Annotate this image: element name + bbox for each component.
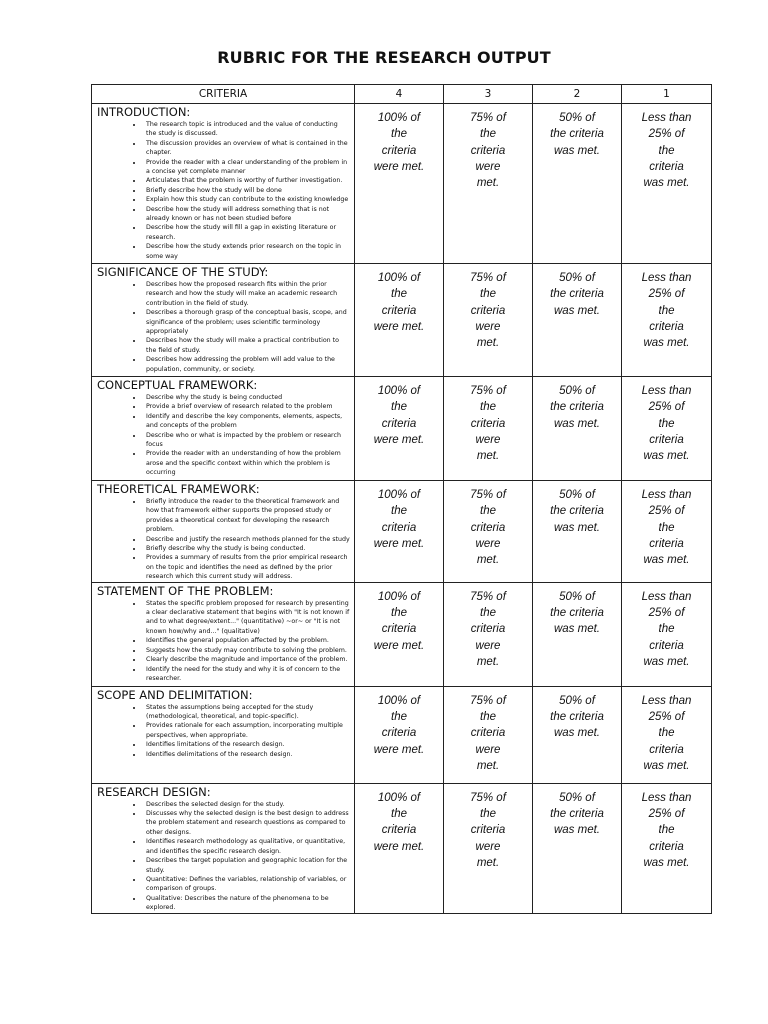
score-text-line: the criteria (550, 807, 604, 820)
score-cell-3 (444, 686, 533, 783)
score-text-line: were (475, 433, 501, 446)
score-text-line: were (475, 639, 501, 652)
score-text-line: the (391, 128, 407, 141)
score-text-line: the (391, 288, 407, 301)
criteria-item: • Qualitative: Describes the nature of the phenomena to be explored. (143, 894, 350, 913)
score-text-line: Less than (641, 385, 692, 397)
score-text-line: was met. (643, 177, 690, 190)
score-text-line: the (480, 807, 496, 820)
criteria-item: • Explain how this study can contribute to the existing knowledge (143, 195, 350, 204)
header-score-3: 3 (444, 85, 533, 104)
score-text-line: met. (476, 450, 500, 463)
criteria-item: • Provides a summary of results from the prior empirical research on the topic and identifies the need as defined by the prior research which this current study will address. (143, 553, 350, 581)
score-text-line: was met. (553, 417, 600, 430)
score-text-line: 75% of (470, 791, 506, 804)
score-text-line: the (480, 710, 496, 723)
score-text-line: was met. (553, 727, 600, 740)
criteria-title: STATEMENT OF THE PROBLEM: (97, 583, 274, 598)
score-text-line: was met. (643, 655, 690, 668)
score-text-line: was met. (553, 824, 600, 837)
score-cell-1 (622, 104, 712, 264)
score-text-line: the (391, 710, 407, 723)
score-cell-3 (444, 104, 533, 264)
score-text-line: criteria (649, 537, 684, 550)
score-text-line: criteria (649, 160, 684, 173)
score-text-line: the (658, 144, 675, 157)
score-text-line: met. (476, 337, 500, 350)
score-text-line: Less than (641, 694, 692, 707)
criteria-item: • Identify the need for the study and why it is of concern to the researcher. (143, 665, 350, 684)
criteria-item: • Briefly describe why the study is being conducted. (143, 544, 350, 553)
score-cell-2 (533, 377, 622, 481)
score-text-line: the (658, 623, 675, 636)
criteria-list (97, 703, 350, 759)
score-text-line: Less than (641, 791, 692, 804)
rubric-row (92, 481, 712, 583)
score-text-line: criteria (381, 824, 417, 837)
rubric-row (92, 582, 712, 686)
score-text-line: 50% of (559, 791, 595, 804)
score-text-line: were met. (373, 433, 425, 446)
criteria-cell (92, 377, 355, 481)
score-cell-3 (444, 264, 533, 377)
criteria-item: • Provide a brief overview of research related to the problem (143, 402, 350, 411)
score-text-line: was met. (643, 856, 690, 869)
criteria-item: • Describes how the proposed research fits within the prior research and how the study will make an academic research contribution in the field of study. (143, 280, 350, 308)
score-text-line: 100% of (377, 694, 421, 707)
rubric-row (92, 377, 712, 481)
score-cell-1 (622, 481, 712, 583)
score-cell-3 (444, 481, 533, 583)
score-cell-4 (355, 481, 444, 583)
score-text-line: the criteria (550, 401, 604, 414)
header-criteria: CRITERIA (92, 85, 355, 104)
criteria-list (97, 800, 350, 913)
rubric-row (92, 686, 712, 783)
score-cell-2 (533, 104, 622, 264)
criteria-item: • Describe who or what is impacted by the problem or research focus (143, 431, 350, 450)
score-text-line: Less than (641, 590, 692, 603)
score-text-line: 50% of (559, 112, 595, 124)
score-text-line: 100% of (377, 791, 421, 804)
score-text-line: was met. (643, 554, 690, 567)
score-text-line: 100% of (377, 385, 421, 397)
score-text-line: criteria (381, 304, 417, 317)
criteria-item: • States the assumptions being accepted for the study (methodological, theoretical, and topic-specific). (143, 703, 350, 722)
score-text-line: the (480, 288, 496, 301)
score-text-line: 25% of (648, 606, 685, 619)
score-text-line: 75% of (470, 590, 506, 603)
score-text-line: were met. (373, 743, 425, 756)
score-text-line: criteria (470, 824, 506, 837)
score-text-line: the criteria (550, 606, 604, 619)
score-text-line: were met. (373, 639, 425, 652)
score-text-line: 25% of (648, 128, 685, 141)
score-text-line: was met. (553, 623, 600, 636)
score-cell-2 (533, 783, 622, 913)
score-text-line: 75% of (470, 489, 506, 501)
score-text-line: 25% of (648, 807, 685, 820)
criteria-item: • Describe why the study is being conducted (143, 393, 350, 402)
criteria-item: • Quantitative: Defines the variables, relationship of variables, or comparison of groups. (143, 875, 350, 894)
criteria-cell (92, 104, 355, 264)
header-row (92, 85, 712, 104)
criteria-cell (92, 783, 355, 913)
criteria-item: • Identifies the general population affected by the problem. (143, 636, 350, 645)
score-text-line: the criteria (550, 288, 604, 301)
score-text-line: met. (476, 759, 500, 772)
score-cell-1 (622, 783, 712, 913)
criteria-item: • Suggests how the study may contribute to solving the problem. (143, 646, 350, 655)
criteria-title: SCOPE AND DELIMITATION: (97, 687, 253, 702)
criteria-cell (92, 264, 355, 377)
score-cell-3 (444, 377, 533, 481)
score-text-line: criteria (649, 433, 684, 446)
criteria-item: • Identifies research methodology as qualitative, or quantitative, and identifies the specific research design. (143, 837, 350, 856)
header-score-2: 2 (533, 85, 622, 104)
criteria-item: • Provide the reader with a clear understanding of the problem in a concise yet complete manner (143, 158, 350, 177)
criteria-item: • Identifies delimitations of the research design. (143, 750, 350, 759)
score-text-line: were (475, 743, 501, 756)
score-text-line: criteria (470, 623, 506, 636)
score-text-line: were met. (373, 160, 425, 173)
score-text-line: criteria (381, 727, 417, 740)
criteria-cell (92, 481, 355, 583)
criteria-item: • Describes the target population and geographic location for the study. (143, 856, 350, 875)
criteria-item: • Describe how the study will fill a gap in existing literature or research. (143, 223, 350, 242)
score-text-line: were met. (373, 840, 425, 853)
score-text-line: 100% of (377, 590, 421, 603)
score-text-line: met. (476, 655, 500, 668)
score-text-line: 100% of (377, 112, 421, 124)
score-cell-4 (355, 264, 444, 377)
score-cell-3 (444, 582, 533, 686)
score-text-line: were met. (373, 320, 425, 333)
score-cell-2 (533, 582, 622, 686)
criteria-title: SIGNIFICANCE OF THE STUDY: (97, 265, 269, 279)
score-cell-3 (444, 783, 533, 913)
score-cell-2 (533, 264, 622, 377)
rubric-table (91, 84, 712, 914)
score-text-line: 25% of (648, 401, 685, 414)
score-cell-4 (355, 377, 444, 481)
score-text-line: the criteria (550, 505, 604, 518)
criteria-title: THEORETICAL FRAMEWORK: (97, 482, 260, 496)
criteria-item: • Clearly describe the magnitude and importance of the problem. (143, 655, 350, 664)
score-text-line: criteria (470, 727, 506, 740)
score-text-line: the (658, 304, 675, 317)
score-text-line: 50% of (559, 385, 595, 397)
score-text-line: criteria (381, 521, 417, 534)
criteria-item: • Describes the selected design for the study. (143, 800, 350, 809)
criteria-item: • Describe how the study will address something that is not already known or has not been studied before (143, 205, 350, 224)
criteria-item: • The research topic is introduced and the value of conducting the study is discussed. (143, 120, 350, 139)
score-text-line: Less than (641, 112, 692, 124)
header-score-4: 4 (355, 85, 444, 104)
score-text-line: was met. (553, 304, 600, 317)
score-text-line: were (475, 840, 501, 853)
score-text-line: criteria (649, 320, 684, 333)
criteria-list (97, 120, 350, 261)
criteria-item: • Describe how the study extends prior research on the topic in some way (143, 242, 350, 261)
score-cell-4 (355, 104, 444, 264)
score-cell-2 (533, 481, 622, 583)
score-text-line: the (480, 401, 496, 414)
score-text-line: 50% of (559, 694, 595, 707)
score-text-line: criteria (649, 639, 684, 652)
score-text-line: was met. (643, 450, 690, 463)
criteria-title: CONCEPTUAL FRAMEWORK: (97, 378, 258, 392)
score-text-line: Less than (641, 272, 692, 284)
score-text-line: the (658, 521, 675, 534)
score-text-line: 75% of (470, 272, 506, 284)
score-text-line: were met. (373, 537, 425, 550)
score-text-line: criteria (381, 144, 417, 157)
criteria-cell (92, 686, 355, 783)
score-text-line: criteria (470, 304, 506, 317)
criteria-list (97, 599, 350, 684)
score-cell-2 (533, 686, 622, 783)
score-text-line: the (480, 505, 496, 518)
score-text-line: 25% of (648, 505, 685, 518)
score-text-line: criteria (470, 417, 506, 430)
criteria-item: • Provide the reader with an understanding of how the problem arose and the specific context within which the problem is occurring (143, 449, 350, 477)
score-text-line: 25% of (648, 288, 685, 301)
criteria-list (97, 280, 350, 374)
score-text-line: criteria (649, 840, 684, 853)
criteria-item: • Identify and describe the key components, elements, aspects, and concepts of the problem (143, 412, 350, 431)
score-text-line: criteria (470, 144, 506, 157)
score-text-line: the criteria (550, 710, 604, 723)
criteria-item: • Briefly introduce the reader to the theoretical framework and how that framework either supports the proposed study or provides a theoretical context for developing the research problem. (143, 497, 350, 535)
score-text-line: 100% of (377, 489, 421, 501)
criteria-item: • Describe and justify the research methods planned for the study (143, 535, 350, 544)
criteria-cell (92, 582, 355, 686)
score-text-line: met. (476, 177, 500, 190)
criteria-item: • Identifies limitations of the research design. (143, 740, 350, 749)
rubric-row (92, 104, 712, 264)
score-text-line: was met. (643, 759, 690, 772)
score-text-line: was met. (643, 337, 690, 350)
score-text-line: the (391, 401, 407, 414)
score-text-line: criteria (381, 417, 417, 430)
criteria-list (97, 497, 350, 582)
score-text-line: 100% of (377, 272, 421, 284)
rubric-row (92, 783, 712, 913)
score-cell-1 (622, 686, 712, 783)
score-text-line: was met. (553, 521, 600, 534)
score-text-line: 25% of (648, 710, 685, 723)
score-text-line: 75% of (470, 385, 506, 397)
score-cell-4 (355, 686, 444, 783)
score-text-line: the criteria (550, 128, 604, 141)
score-text-line: the (480, 606, 496, 619)
page-title: RUBRIC FOR THE RESEARCH OUTPUT (217, 48, 551, 67)
score-text-line: criteria (649, 743, 684, 756)
criteria-item: • Briefly describe how the study will be done (143, 186, 350, 195)
score-text-line: the (480, 128, 496, 141)
score-text-line: the (658, 824, 675, 837)
score-text-line: 50% of (559, 272, 595, 284)
score-text-line: were (475, 160, 501, 173)
criteria-item: • States the specific problem proposed for research by presenting a clear declarative statement that begins with "It is not known if and to what degree/extent..." (quantitative) ~or~ or "It is not known how/why and..." (qualitative) (143, 599, 350, 637)
score-text-line: the (391, 505, 407, 518)
score-text-line: met. (476, 856, 500, 869)
score-text-line: were (475, 537, 501, 550)
criteria-item: • Articulates that the problem is worthy of further investigation. (143, 176, 350, 185)
rubric-row (92, 264, 712, 377)
score-text-line: was met. (553, 144, 600, 157)
header-score-1: 1 (622, 85, 712, 104)
score-text-line: Less than (641, 489, 692, 501)
score-cell-1 (622, 264, 712, 377)
criteria-item: • Describes how the study will make a practical contribution to the field of study. (143, 336, 350, 355)
criteria-title: INTRODUCTION: (97, 105, 191, 119)
score-text-line: the (391, 606, 407, 619)
score-text-line: were (475, 320, 501, 333)
criteria-list (97, 393, 350, 478)
criteria-item: • The discussion provides an overview of what is contained in the chapter. (143, 139, 350, 158)
score-text-line: met. (476, 554, 500, 567)
score-cell-4 (355, 582, 444, 686)
score-text-line: the (391, 807, 407, 820)
score-text-line: 50% of (559, 590, 595, 603)
criteria-item: • Provides rationale for each assumption, incorporating multiple perspectives, when appropriate. (143, 721, 350, 740)
score-text-line: the (658, 727, 675, 740)
score-text-line: criteria (470, 521, 506, 534)
score-text-line: the (658, 417, 675, 430)
criteria-title: RESEARCH DESIGN: (97, 784, 211, 799)
criteria-item: • Discusses why the selected design is the best design to address the problem statement and research questions as compared to other designs. (143, 809, 350, 837)
score-text-line: 50% of (559, 489, 595, 501)
score-cell-1 (622, 377, 712, 481)
score-text-line: 75% of (470, 112, 506, 124)
score-cell-4 (355, 783, 444, 913)
criteria-item: • Describes how addressing the problem will add value to the population, community, or society. (143, 355, 350, 374)
criteria-item: • Describes a thorough grasp of the conceptual basis, scope, and significance of the problem; uses scientific terminology appropriately (143, 308, 350, 336)
score-text-line: 75% of (470, 694, 506, 707)
score-text-line: criteria (381, 623, 417, 636)
score-cell-1 (622, 582, 712, 686)
